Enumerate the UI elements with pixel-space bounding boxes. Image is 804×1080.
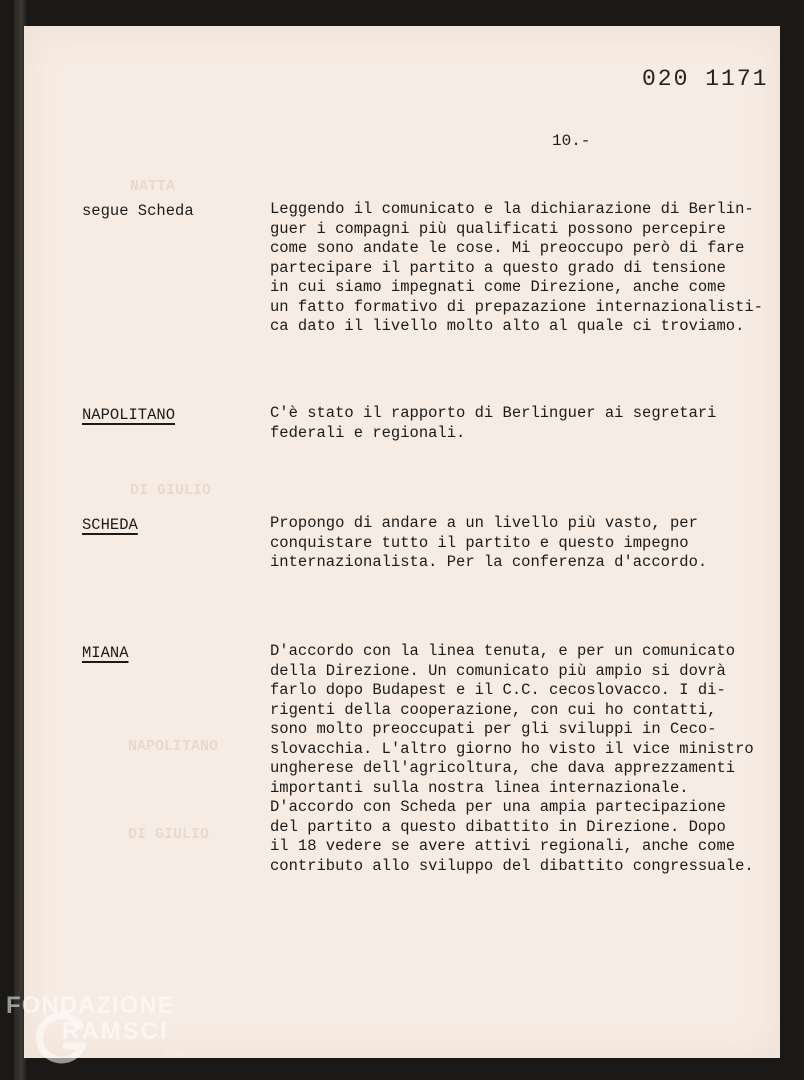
text-line: il 18 vedere se avere attivi regionali, anche come [270, 837, 736, 855]
watermark-suffix: onlus [164, 1048, 186, 1058]
text-line: Leggendo il comunicato e la dichiarazione di Berlin- [270, 200, 754, 218]
text-line: ungherese dell'agricoltura, che dava apprezzamenti [270, 759, 736, 777]
text-line: sono molto preoccupati per gli sviluppi in Ceco- [270, 720, 717, 738]
speech-text [270, 642, 780, 876]
text-line: partecipare il partito a questo grado di tensione [270, 258, 726, 277]
bleed-through: NATTA [130, 178, 176, 195]
bleed-through: DI GIULIO [130, 482, 212, 499]
text-line: D'accordo con la linea tenuta, e per un comunicato [270, 642, 736, 660]
speaker-label: MIANA [82, 644, 129, 662]
text-line: federali e regionali. [270, 423, 466, 442]
text-line: contributo allo sviluppo del dibattito congressuale. [270, 856, 754, 875]
watermark-line1: FONDAZIONE [6, 992, 175, 1019]
text-line: un fatto formativo di prepazazione internazionalisti- [270, 297, 763, 316]
text-line: conquistare tutto il partito e questo impegno [270, 533, 689, 552]
text-line: come sono andate le cose. Mi preoccupo però di fare [270, 239, 745, 257]
bleed-through: NAPOLITANO [128, 738, 219, 755]
text-line: in cui siamo impegnati come Direzione, anche come [270, 278, 726, 296]
text-line: rigenti della cooperazione, con cui ho contatti, [270, 700, 717, 719]
text-line: farlo dopo Budapest e il C.C. cecoslovacco. I di- [270, 681, 726, 699]
document-page [24, 26, 780, 1058]
archive-number: 020 1171 [642, 66, 769, 92]
text-line: C'è stato il rapporto di Berlinguer ai segretari [270, 404, 717, 422]
text-line: del partito a questo dibattito in Direzione. Dopo [270, 817, 726, 836]
text-line: della Direzione. Un comunicato più ampio si dovrà [270, 661, 726, 680]
speech-text [270, 404, 780, 443]
page-number: 10.- [552, 132, 591, 150]
text-line: guer i compagni più qualificati possono percepire [270, 219, 726, 238]
watermark-line2: RAMSCI [62, 1018, 169, 1045]
fondazione-gramsci-watermark [6, 990, 206, 1072]
text-line: D'accordo con Scheda per una ampia partecipazione [270, 798, 726, 816]
text-line: importanti sulla nostra linea internazionale. [270, 778, 689, 797]
bleed-through: DI GIULIO [128, 826, 210, 843]
text-line: ca dato il livello molto alto al quale ci troviamo. [270, 317, 745, 335]
speaker-label: segue Scheda [82, 202, 194, 220]
text-line: Propongo di andare a un livello più vasto, per [270, 514, 698, 532]
text-line: internazionalista. Per la conferenza d'accordo. [270, 553, 708, 571]
speech-text [270, 200, 780, 337]
speech-text [270, 514, 780, 573]
text-line: slovacchia. L'altro giorno ho visto il vice ministro [270, 739, 754, 758]
speaker-label: SCHEDA [82, 516, 138, 534]
speaker-label: NAPOLITANO [82, 406, 176, 424]
